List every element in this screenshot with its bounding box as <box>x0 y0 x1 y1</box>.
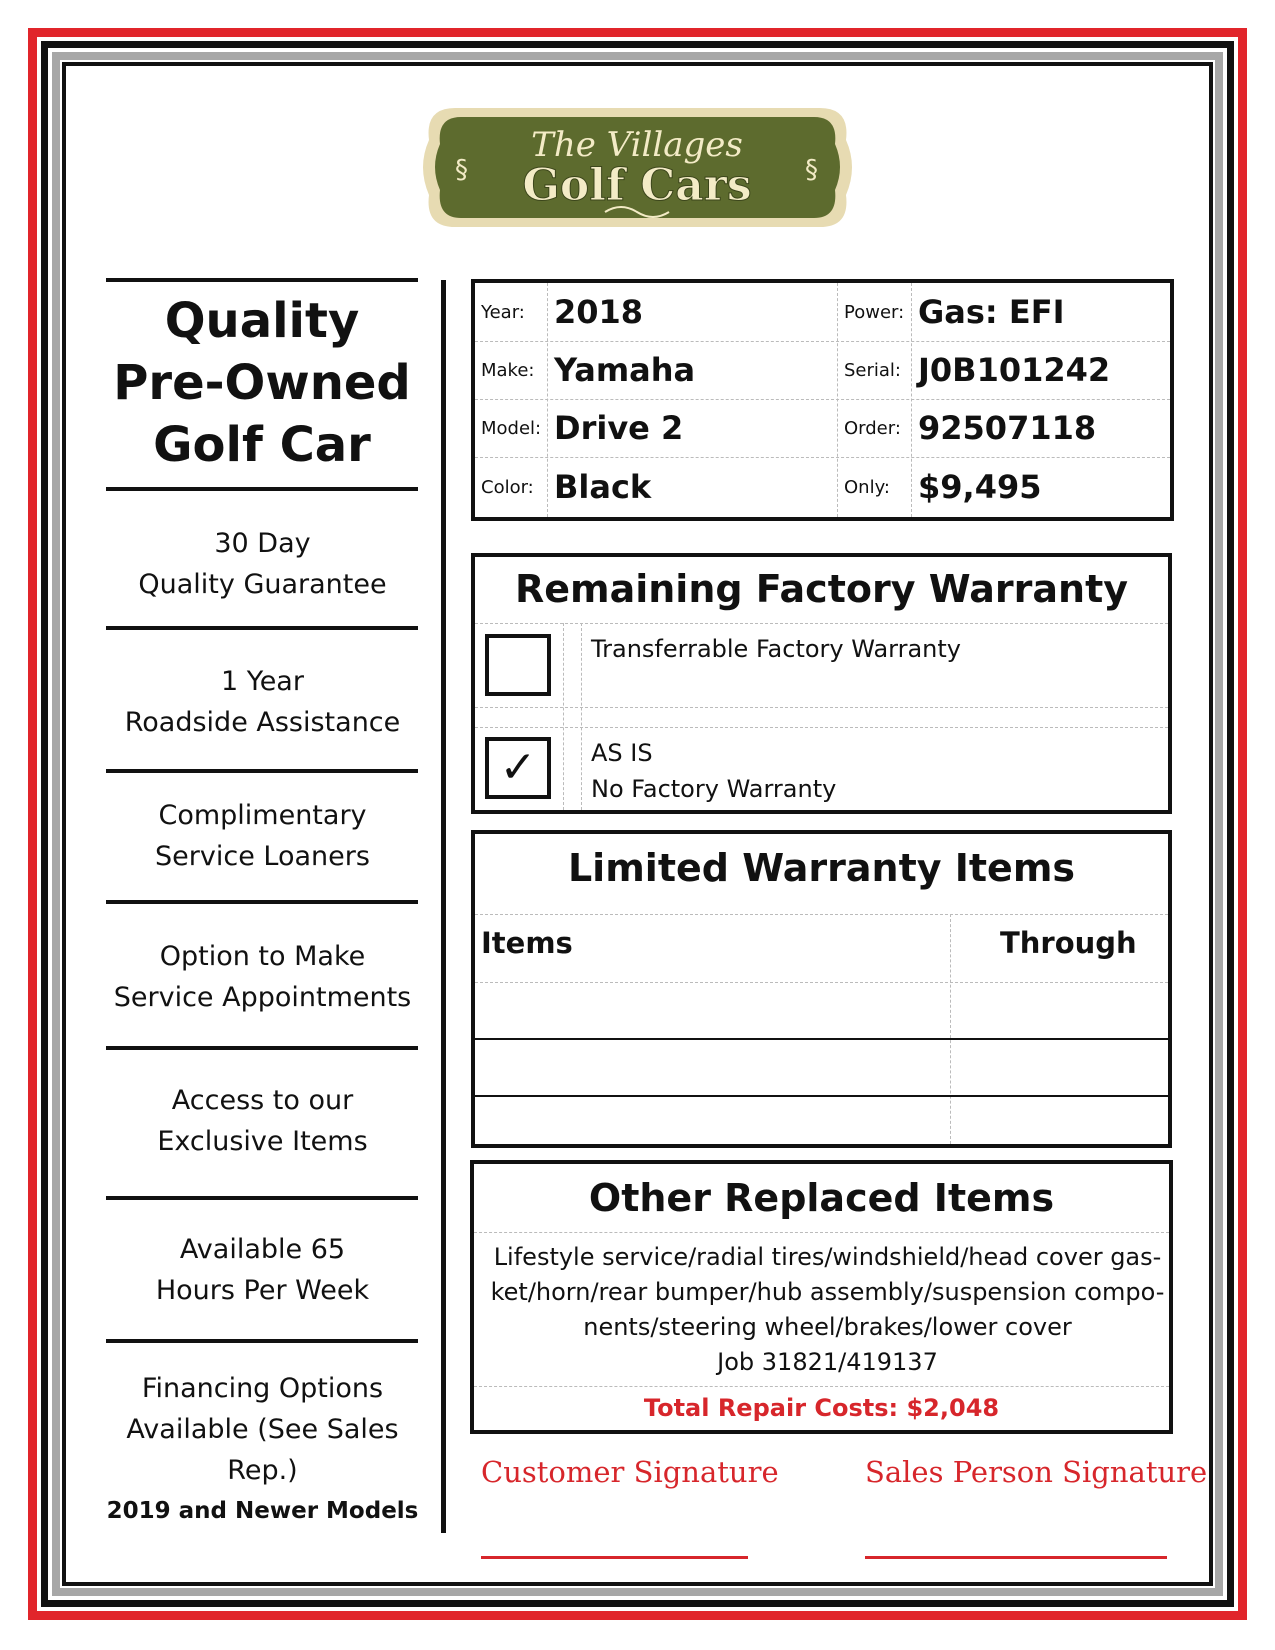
benefit-line: Access to our <box>171 1085 354 1116</box>
spec-label: Serial: <box>844 359 901 381</box>
title-line: Pre-Owned <box>113 355 411 411</box>
spec-value: 2018 <box>554 293 644 331</box>
replaced-items-list <box>480 1240 1175 1380</box>
benefit-line: Available (See Sales Rep.) <box>126 1414 399 1486</box>
villages-golf-cars-logo <box>415 100 860 235</box>
benefit-service-loaners <box>90 795 435 877</box>
spec-row <box>475 399 1170 458</box>
spec-label: Order: <box>844 417 901 439</box>
sales-signature-label: Sales Person Signature <box>865 1455 1208 1489</box>
spec-label: Power: <box>844 301 905 323</box>
total-repair-costs: Total Repair Costs: $2,048 <box>643 1394 1000 1422</box>
benefit-quality-guarantee <box>90 523 435 605</box>
limited-warranty-title: Limited Warranty Items <box>567 846 1076 890</box>
benefit-line: Hours Per Week <box>155 1275 370 1306</box>
benefit-note: 2019 and Newer Models <box>106 1498 419 1524</box>
replaced-line: nents/steering wheel/brakes/lower cover <box>583 1313 1072 1341</box>
spec-label: Only: <box>844 476 890 498</box>
benefit-line: Exclusive Items <box>157 1126 368 1157</box>
column-header-through: Through <box>1000 926 1137 960</box>
spec-row <box>475 283 1170 342</box>
warranty-option-label <box>591 631 961 667</box>
spec-label: Year: <box>481 301 525 323</box>
benefit-roadside-assistance <box>90 661 435 743</box>
spec-value: Black <box>554 468 652 506</box>
left-rule <box>106 1339 418 1343</box>
sales-signature-field[interactable] <box>865 1556 1167 1559</box>
left-rule <box>106 769 418 773</box>
benefit-line: Service Loaners <box>155 841 370 872</box>
left-rule <box>106 487 418 491</box>
left-rule <box>106 626 418 630</box>
customer-signature-field[interactable] <box>481 1556 748 1559</box>
title-line: Golf Car <box>153 417 371 473</box>
logo-badge <box>415 100 860 235</box>
factory-warranty-title: Remaining Factory Warranty <box>514 567 1129 611</box>
column-divider <box>441 280 446 1533</box>
left-rule <box>106 1196 418 1200</box>
page-title <box>106 290 418 476</box>
spec-label: Model: <box>481 417 542 439</box>
benefit-line: Quality Guarantee <box>138 569 387 600</box>
benefit-line: Complimentary <box>158 800 367 831</box>
spec-row <box>475 341 1170 400</box>
benefit-exclusive-items <box>90 1080 435 1162</box>
table-row-divider <box>475 1038 1168 1040</box>
other-replaced-box <box>470 1160 1173 1434</box>
left-rule <box>106 1046 418 1050</box>
other-replaced-title: Other Replaced Items <box>588 1176 1055 1220</box>
benefit-line: Financing Options <box>141 1373 384 1404</box>
job-number: Job 31821/419137 <box>717 1348 938 1376</box>
column-header-items: Items <box>481 926 573 960</box>
spec-value: Yamaha <box>554 351 696 389</box>
left-rule <box>106 900 418 904</box>
spec-label: Make: <box>481 359 535 381</box>
factory-warranty-box <box>471 553 1172 814</box>
benefit-hours <box>90 1229 435 1311</box>
logo-line2: Golf Cars <box>522 160 752 211</box>
benefit-line: 30 Day <box>214 528 311 559</box>
title-line: Quality <box>164 293 360 349</box>
table-row-divider <box>475 1095 1168 1097</box>
spec-value: J0B101242 <box>918 351 1111 389</box>
replaced-line: ket/horn/rear bumper/hub assembly/suspension compo- <box>490 1278 1165 1306</box>
limited-warranty-box <box>471 830 1172 1148</box>
benefit-line: Roadside Assistance <box>124 707 401 738</box>
spec-row <box>475 457 1170 517</box>
spec-value: Drive 2 <box>554 409 684 447</box>
svg-text:§: § <box>805 155 818 185</box>
spec-label: Color: <box>481 476 534 498</box>
transferrable-warranty-checkbox[interactable] <box>485 634 551 696</box>
benefit-line: Available 65 <box>179 1234 346 1265</box>
vehicle-spec-table <box>471 279 1174 521</box>
spec-value: 92507118 <box>918 409 1097 447</box>
logo-line1: The Villages <box>531 125 743 165</box>
option-line: AS IS <box>591 739 653 767</box>
benefit-line: Service Appointments <box>113 982 412 1013</box>
benefit-financing <box>90 1368 435 1532</box>
checkmark-icon: ✓ <box>499 742 537 793</box>
as-is-checkbox[interactable] <box>485 737 551 799</box>
benefit-service-appointments <box>90 936 435 1018</box>
spec-value: Gas: EFI <box>918 293 1065 331</box>
option-line: Transferrable Factory Warranty <box>591 635 961 663</box>
option-line: No Factory Warranty <box>591 775 837 803</box>
warranty-option-label <box>591 735 836 807</box>
benefit-line: Option to Make <box>159 941 366 972</box>
customer-signature-label: Customer Signature <box>481 1455 779 1489</box>
replaced-line: Lifestyle service/radial tires/windshield/head cover gas- <box>493 1243 1162 1271</box>
svg-text:§: § <box>455 155 468 185</box>
benefit-line: 1 Year <box>221 666 304 697</box>
spec-value: $9,495 <box>918 468 1042 506</box>
left-rule <box>106 278 418 282</box>
